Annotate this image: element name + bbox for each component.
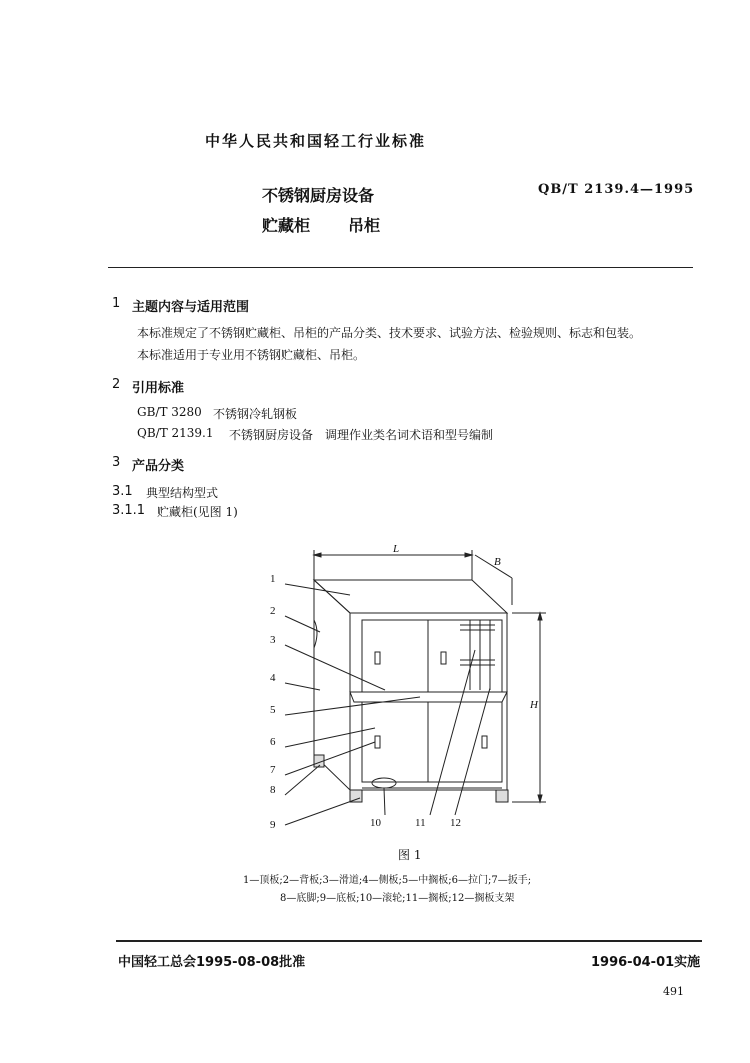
- callout-5: 5: [270, 704, 276, 716]
- callout-10: 10: [370, 817, 381, 829]
- section-3-1-number: 3.1: [112, 484, 133, 499]
- callout-11: 11: [415, 817, 426, 829]
- footer-effective-date: 1996-04-01实施: [591, 955, 701, 970]
- reference-code-1: GB/T 3280: [137, 405, 202, 419]
- doc-title-line1: 不锈钢厨房设备: [262, 186, 375, 205]
- section-3-number: 3: [112, 455, 121, 470]
- figure-legend-line-1: 1—顶板;2—背板;3—滑道;4—侧板;5—中搁板;6—拉门;7—扳手;: [243, 875, 532, 886]
- footer-issuer: 中国轻工总会1995-08-08批准: [118, 955, 306, 970]
- section-1-paragraph-1: 本标准规定了不锈钢贮藏柜、吊柜的产品分类、技术要求、试验方法、检验规则、标志和包装。: [137, 326, 642, 340]
- callout-12: 12: [450, 817, 461, 829]
- section-1-number: 1: [112, 296, 121, 311]
- dim-H-label: H: [530, 699, 538, 711]
- section-3-1-title: 典型结构型式: [146, 486, 219, 500]
- cabinet-figure: [250, 540, 560, 840]
- section-3-1-1-title: 贮藏柜(见图 1): [157, 505, 238, 519]
- callout-8: 8: [270, 784, 276, 796]
- section-1-paragraph-2: 本标准适用于专业用不锈钢贮藏柜、吊柜。: [137, 348, 366, 362]
- standard-code: QB/T 2139.4—1995: [538, 182, 695, 197]
- reference-name-2: 不锈钢厨房设备 调理作业类名词术语和型号编制: [229, 428, 494, 442]
- dim-L-label: L: [393, 543, 400, 555]
- callout-2: 2: [270, 605, 276, 617]
- doc-title-line2a: 贮藏柜: [262, 216, 311, 235]
- section-2-title: 引用标准: [132, 381, 185, 396]
- header-rule: [108, 267, 693, 268]
- page-number: 491: [663, 985, 684, 998]
- dim-B-label: B: [494, 556, 501, 568]
- doc-title-line2b: 吊柜: [348, 216, 381, 235]
- org-title: 中华人民共和国轻工行业标准: [205, 132, 427, 150]
- callout-4: 4: [270, 672, 276, 684]
- callout-9: 9: [270, 819, 276, 831]
- section-3-1-1-number: 3.1.1: [112, 503, 146, 518]
- figure-caption: 图 1: [398, 848, 422, 862]
- section-1-title: 主题内容与适用范围: [132, 300, 250, 315]
- callout-1: 1: [270, 573, 276, 585]
- section-2-number: 2: [112, 377, 121, 392]
- reference-name-1: 不锈钢冷轧钢板: [213, 407, 298, 421]
- callout-7: 7: [270, 764, 276, 776]
- footer-rule: [116, 940, 702, 942]
- figure-legend-line-2: 8—底脚;9—底板;10—滚轮;11—搁板;12—搁板支架: [280, 893, 515, 904]
- callout-6: 6: [270, 736, 276, 748]
- section-3-title: 产品分类: [132, 459, 185, 474]
- callout-3: 3: [270, 634, 276, 646]
- reference-code-2: QB/T 2139.1: [137, 426, 214, 440]
